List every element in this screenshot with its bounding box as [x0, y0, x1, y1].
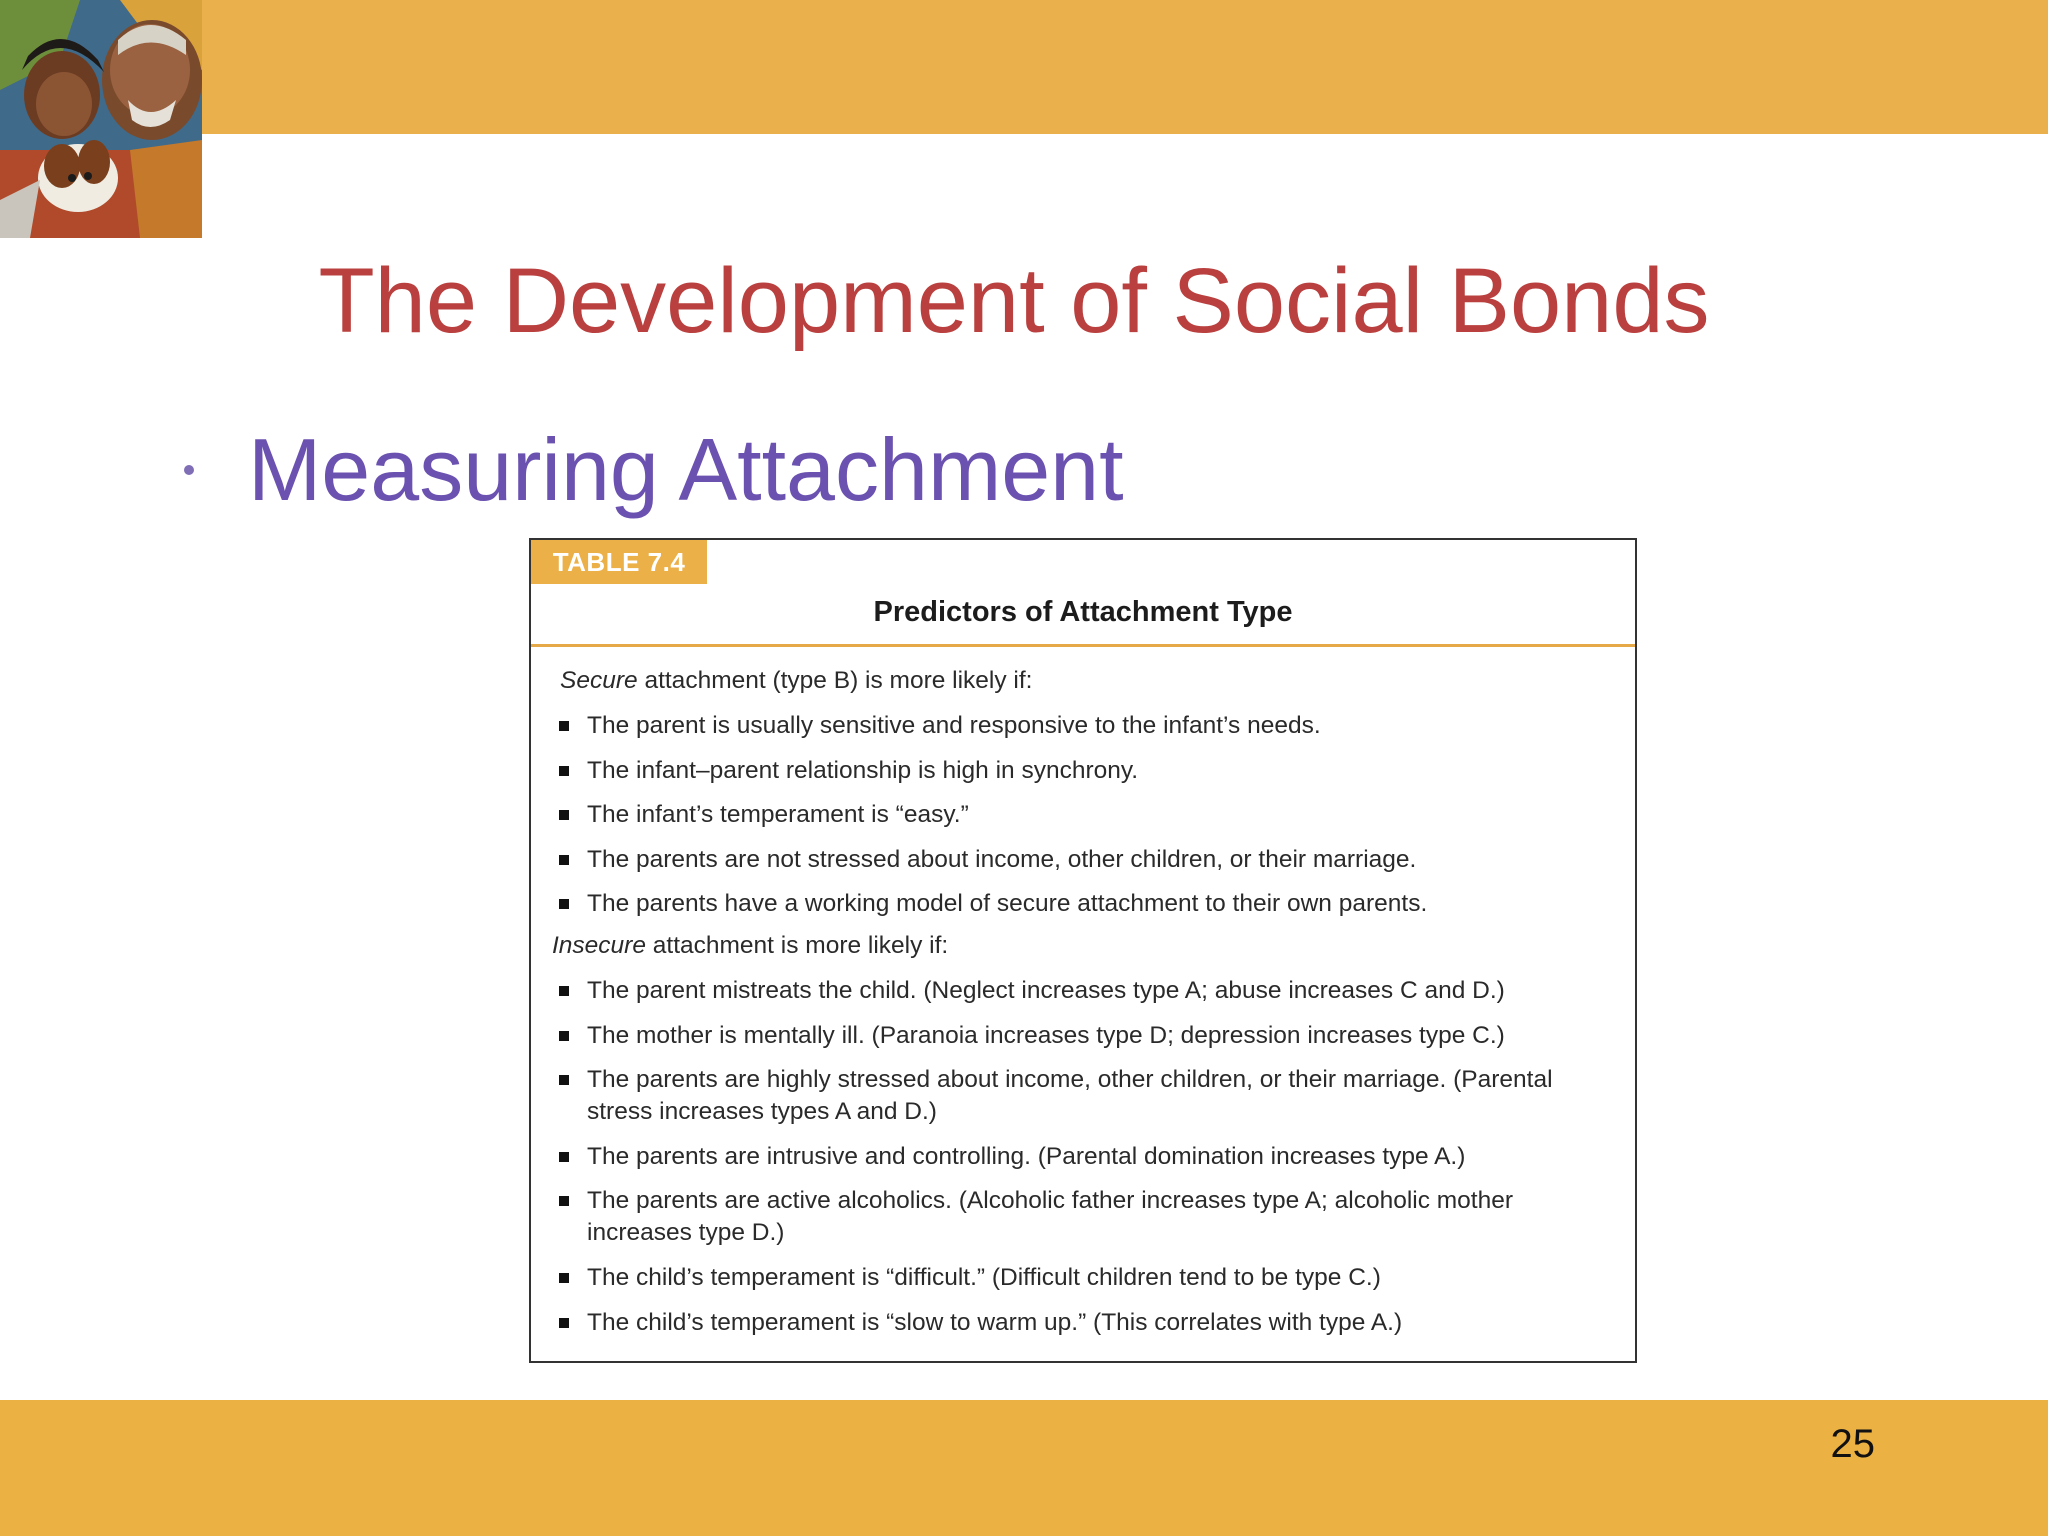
bullet-text: Measuring Attachment [248, 420, 1124, 519]
square-bullet-icon [559, 1273, 569, 1283]
bottom-band [0, 1400, 2048, 1536]
list-item: The child’s temperament is “difficult.” (Difficult children tend to be type C.) [531, 1262, 1635, 1294]
square-bullet-icon [559, 1196, 569, 1206]
list-item: The child’s temperament is “slow to warm up.” (This correlates with type A.) [531, 1307, 1635, 1339]
table-heading: Predictors of Attachment Type [873, 596, 1293, 628]
square-bullet-icon [559, 855, 569, 865]
bullet-measuring-attachment [184, 420, 1124, 520]
square-bullet-icon [559, 1152, 569, 1162]
secure-label: Secure [560, 667, 638, 694]
table-body [531, 666, 1635, 1351]
square-bullet-icon [559, 810, 569, 820]
square-bullet-icon [559, 1031, 569, 1041]
table-tag: TABLE 7.4 [531, 540, 707, 584]
square-bullet-icon [559, 721, 569, 731]
square-bullet-icon [559, 986, 569, 996]
table-divider [531, 644, 1635, 647]
attachment-predictors-table [529, 538, 1637, 1363]
list-item: The parents are highly stressed about income, other children, or their marriage. (Parental stress increases types A and D.) [531, 1064, 1635, 1128]
list-item: The parents are intrusive and controlling. (Parental domination increases type A.) [531, 1141, 1635, 1173]
square-bullet-icon [559, 899, 569, 909]
insecure-label: Insecure [552, 931, 646, 959]
top-band [0, 0, 2048, 134]
square-bullet-icon [559, 1318, 569, 1328]
list-item: The parents are not stressed about income, other children, or their marriage. [531, 844, 1635, 876]
list-item: The parent mistreats the child. (Neglect increases type A; abuse increases C and D.) [531, 975, 1635, 1007]
list-item: The infant’s temperament is “easy.” [531, 799, 1635, 831]
list-item: The parents are active alcoholics. (Alcoholic father increases type A; alcoholic mother increases type D.) [531, 1185, 1635, 1249]
list-item: The parent is usually sensitive and responsive to the infant’s needs. [531, 710, 1635, 742]
square-bullet-icon [559, 766, 569, 776]
slide-title: The Development of Social Bonds [318, 250, 1710, 352]
painting-grandfather-child-dog-image [0, 0, 202, 238]
page-number: 25 [1830, 1422, 1875, 1466]
insecure-section-heading [531, 931, 1635, 961]
insecure-lead-text: attachment is more likely if: [645, 931, 949, 959]
list-item: The infant–parent relationship is high in synchrony. [531, 755, 1635, 787]
bullet-dot [184, 465, 194, 475]
secure-lead-text: attachment (type B) is more likely if: [637, 667, 1033, 694]
secure-section-heading [531, 666, 1635, 696]
list-item: The parents have a working model of secure attachment to their own parents. [531, 888, 1635, 920]
square-bullet-icon [559, 1075, 569, 1085]
list-item: The mother is mentally ill. (Paranoia increases type D; depression increases type C.) [531, 1020, 1635, 1052]
